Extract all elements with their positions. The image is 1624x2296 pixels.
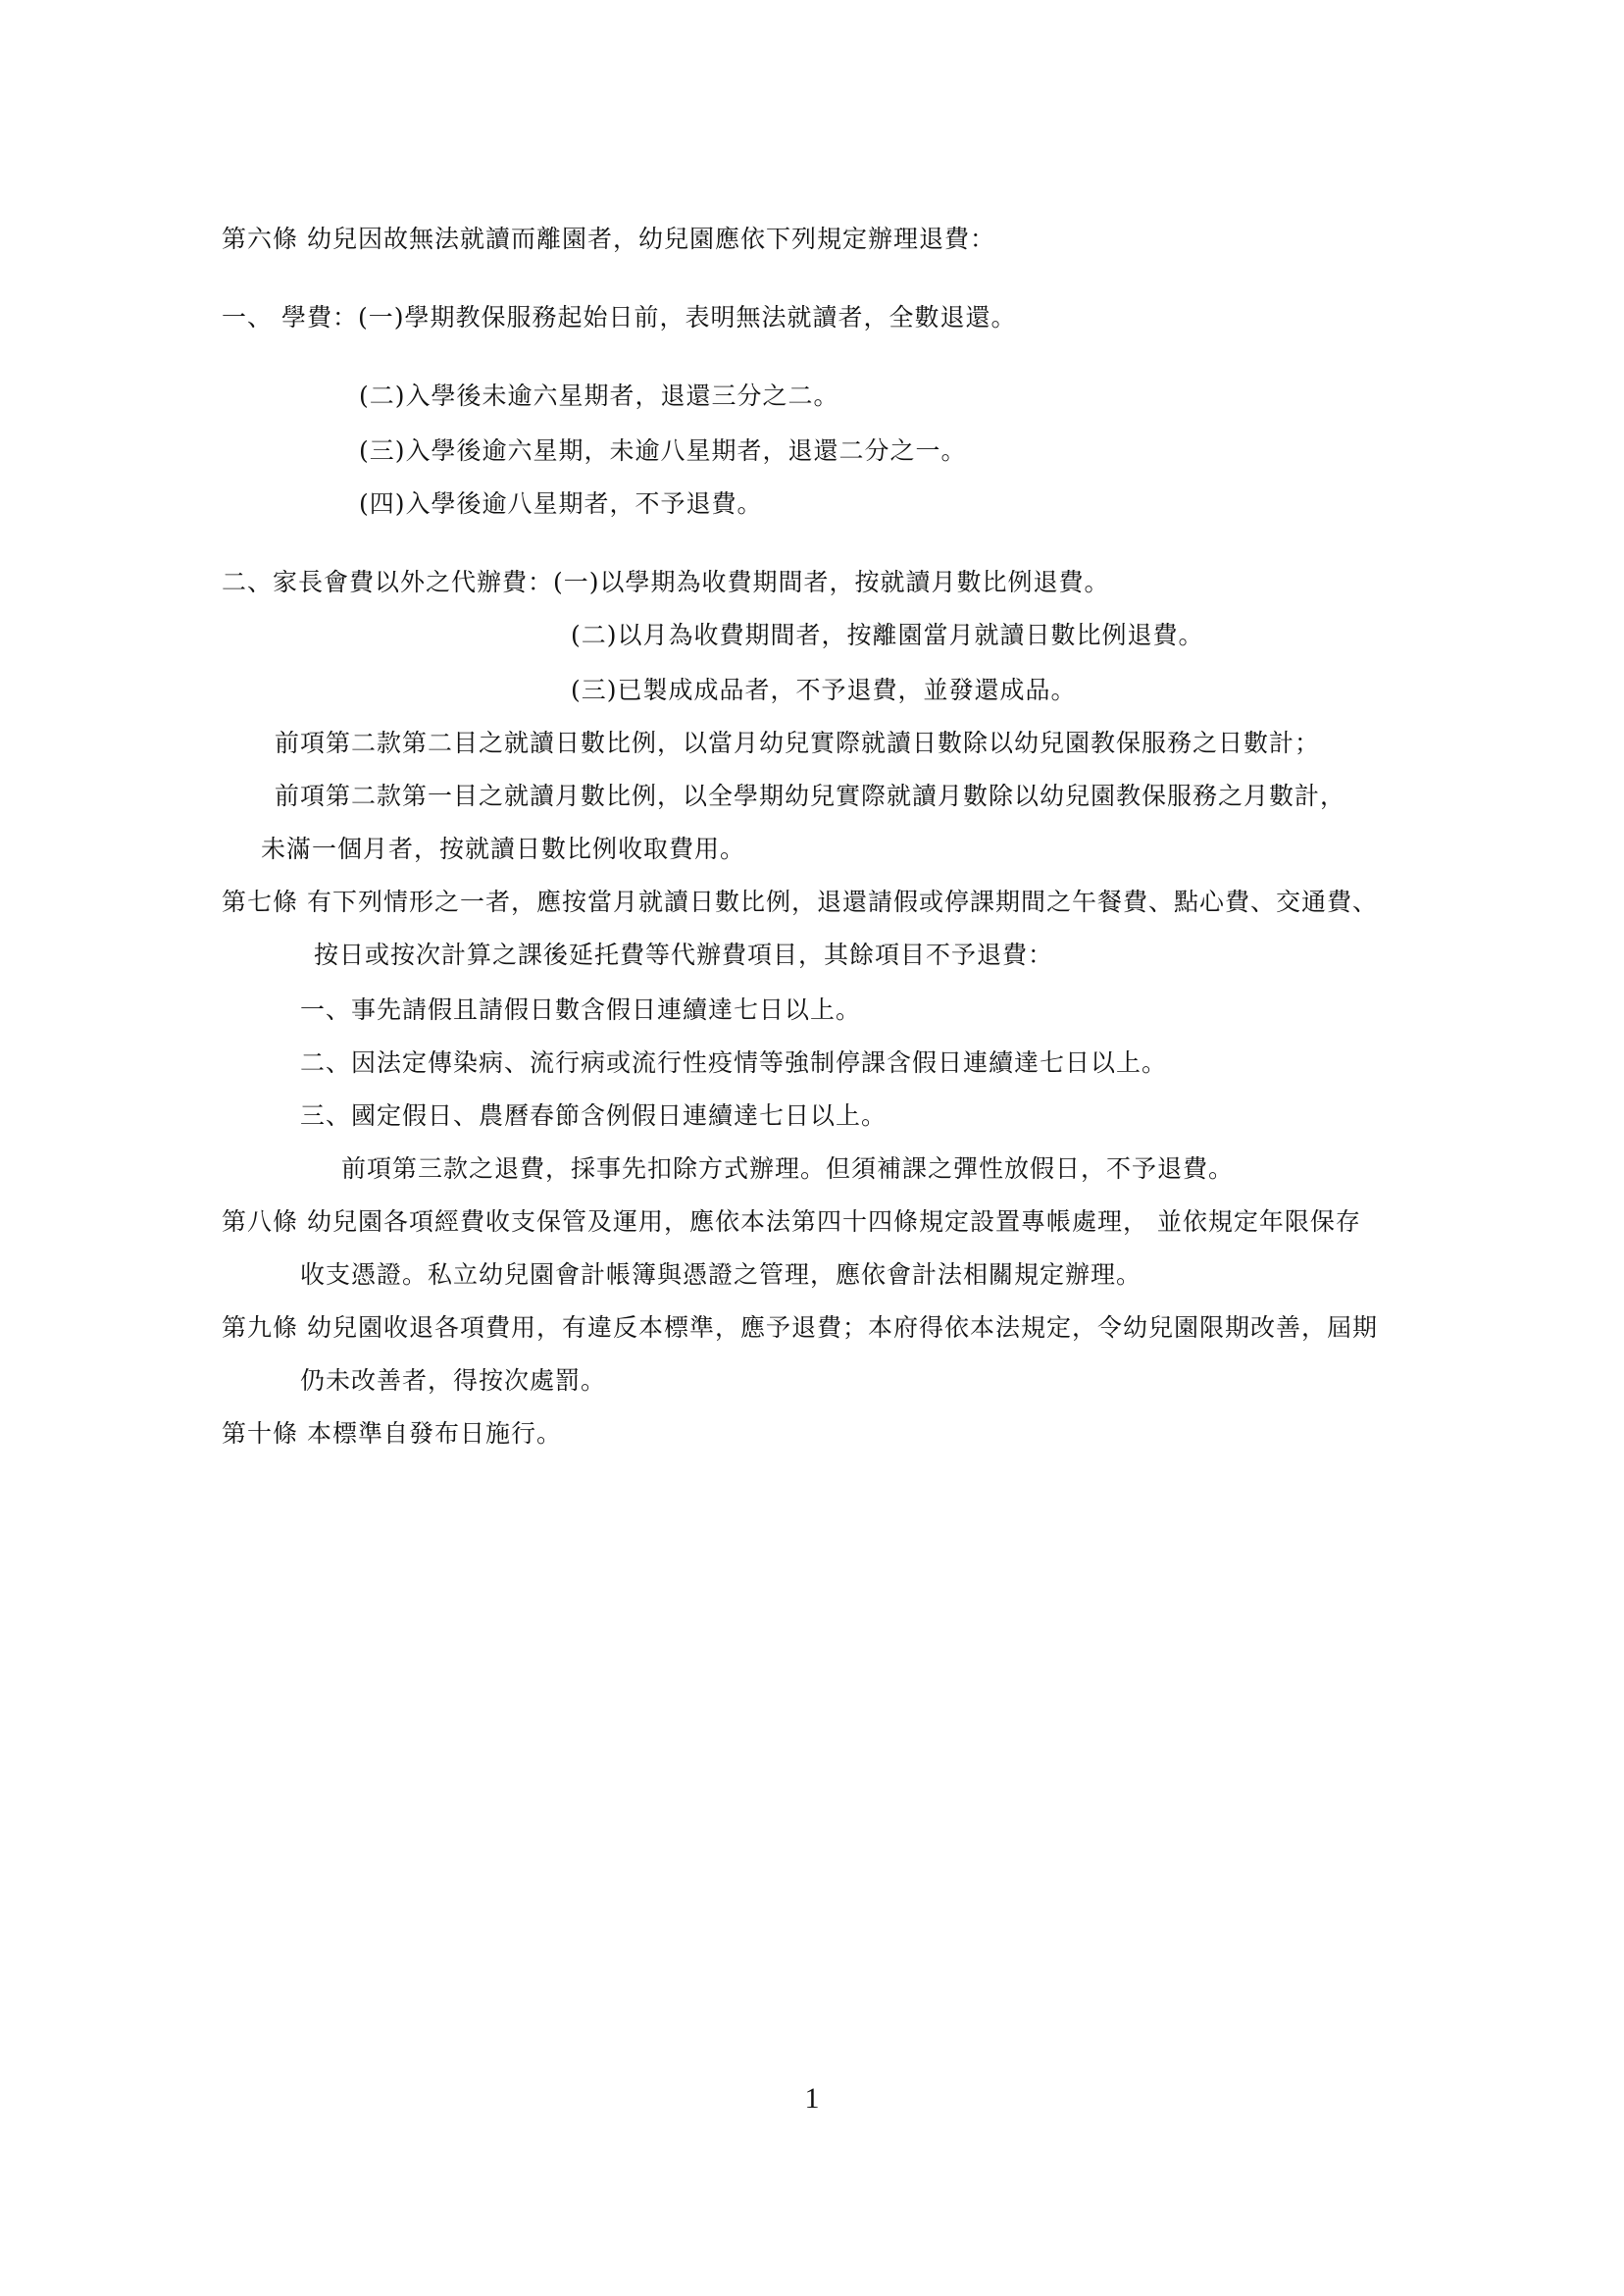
article-6-note-2-cont: 未滿一個月者，按就讀日數比例收取費用。 (261, 835, 746, 863)
page-number: 1 (804, 2082, 820, 2115)
article-8-heading: 第八條 幼兒園各項經費收支保管及運用，應依本法第四十四條規定設置專帳處理， 並依規定年限保存 (222, 1207, 1361, 1236)
article-6-item-2-sub-2: (二)以月為收費期間者，按離園當月就讀日數比例退費。 (571, 621, 1204, 649)
article-6-item-1-sub-2: (二)入學後未逾六星期者，退還三分之二。 (359, 382, 839, 410)
article-7-item-2: 二、因法定傳染病、流行病或流行性疫情等強制停課含假日連續達七日以上。 (300, 1048, 1168, 1077)
article-6-item-1: 一、 學費：(一)學期教保服務起始日前，表明無法就讀者，全數退還。 (222, 303, 1017, 332)
article-7-item-1: 一、事先請假且請假日數含假日連續達七日以上。 (300, 995, 862, 1024)
article-7-item-3: 三、國定假日、農曆春節含例假日連續達七日以上。 (300, 1101, 888, 1130)
article-6-item-1-sub-4: (四)入學後逾八星期者，不予退費。 (359, 489, 763, 518)
article-10-heading: 第十條 本標準自發布日施行。 (222, 1419, 562, 1448)
article-6-heading: 第六條 幼兒因故無法就讀而離園者，幼兒園應依下列規定辦理退費： (222, 225, 995, 253)
article-6-note-2: 前項第二款第一目之就讀月數比例，以全學期幼兒實際就讀月數除以幼兒園教保服務之月數計， (275, 782, 1346, 810)
article-6-item-2-sub-3: (三)已製成成品者，不予退費，並發還成品。 (571, 676, 1077, 704)
article-7-note: 前項第三款之退費，採事先扣除方式辦理。但須補課之彈性放假日，不予退費。 (341, 1154, 1235, 1183)
article-9-heading-cont: 仍未改善者，得按次處罰。 (300, 1366, 607, 1395)
article-7-heading: 第七條 有下列情形之一者，應按當月就讀日數比例，退還請假或停課期間之午餐費、點心費、交通費、 (222, 888, 1378, 916)
article-8-heading-cont: 收支憑證。私立幼兒園會計帳簿與憑證之管理，應依會計法相關規定辦理。 (300, 1260, 1142, 1289)
article-6-item-2: 二、家長會費以外之代辦費：(一)以學期為收費期間者，按就讀月數比例退費。 (222, 568, 1110, 596)
article-6-item-1-sub-3: (三)入學後逾六星期，未逾八星期者，退還二分之一。 (359, 436, 967, 465)
article-6-note-1: 前項第二款第二目之就讀日數比例，以當月幼兒實際就讀日數除以幼兒園教保服務之日數計； (275, 729, 1321, 757)
article-9-heading: 第九條 幼兒園收退各項費用，有違反本標準，應予退費；本府得依本法規定，令幼兒園限期改善，屆期 (222, 1313, 1378, 1342)
article-7-heading-cont: 按日或按次計算之課後延托費等代辦費項目，其餘項目不予退費： (314, 941, 1054, 969)
